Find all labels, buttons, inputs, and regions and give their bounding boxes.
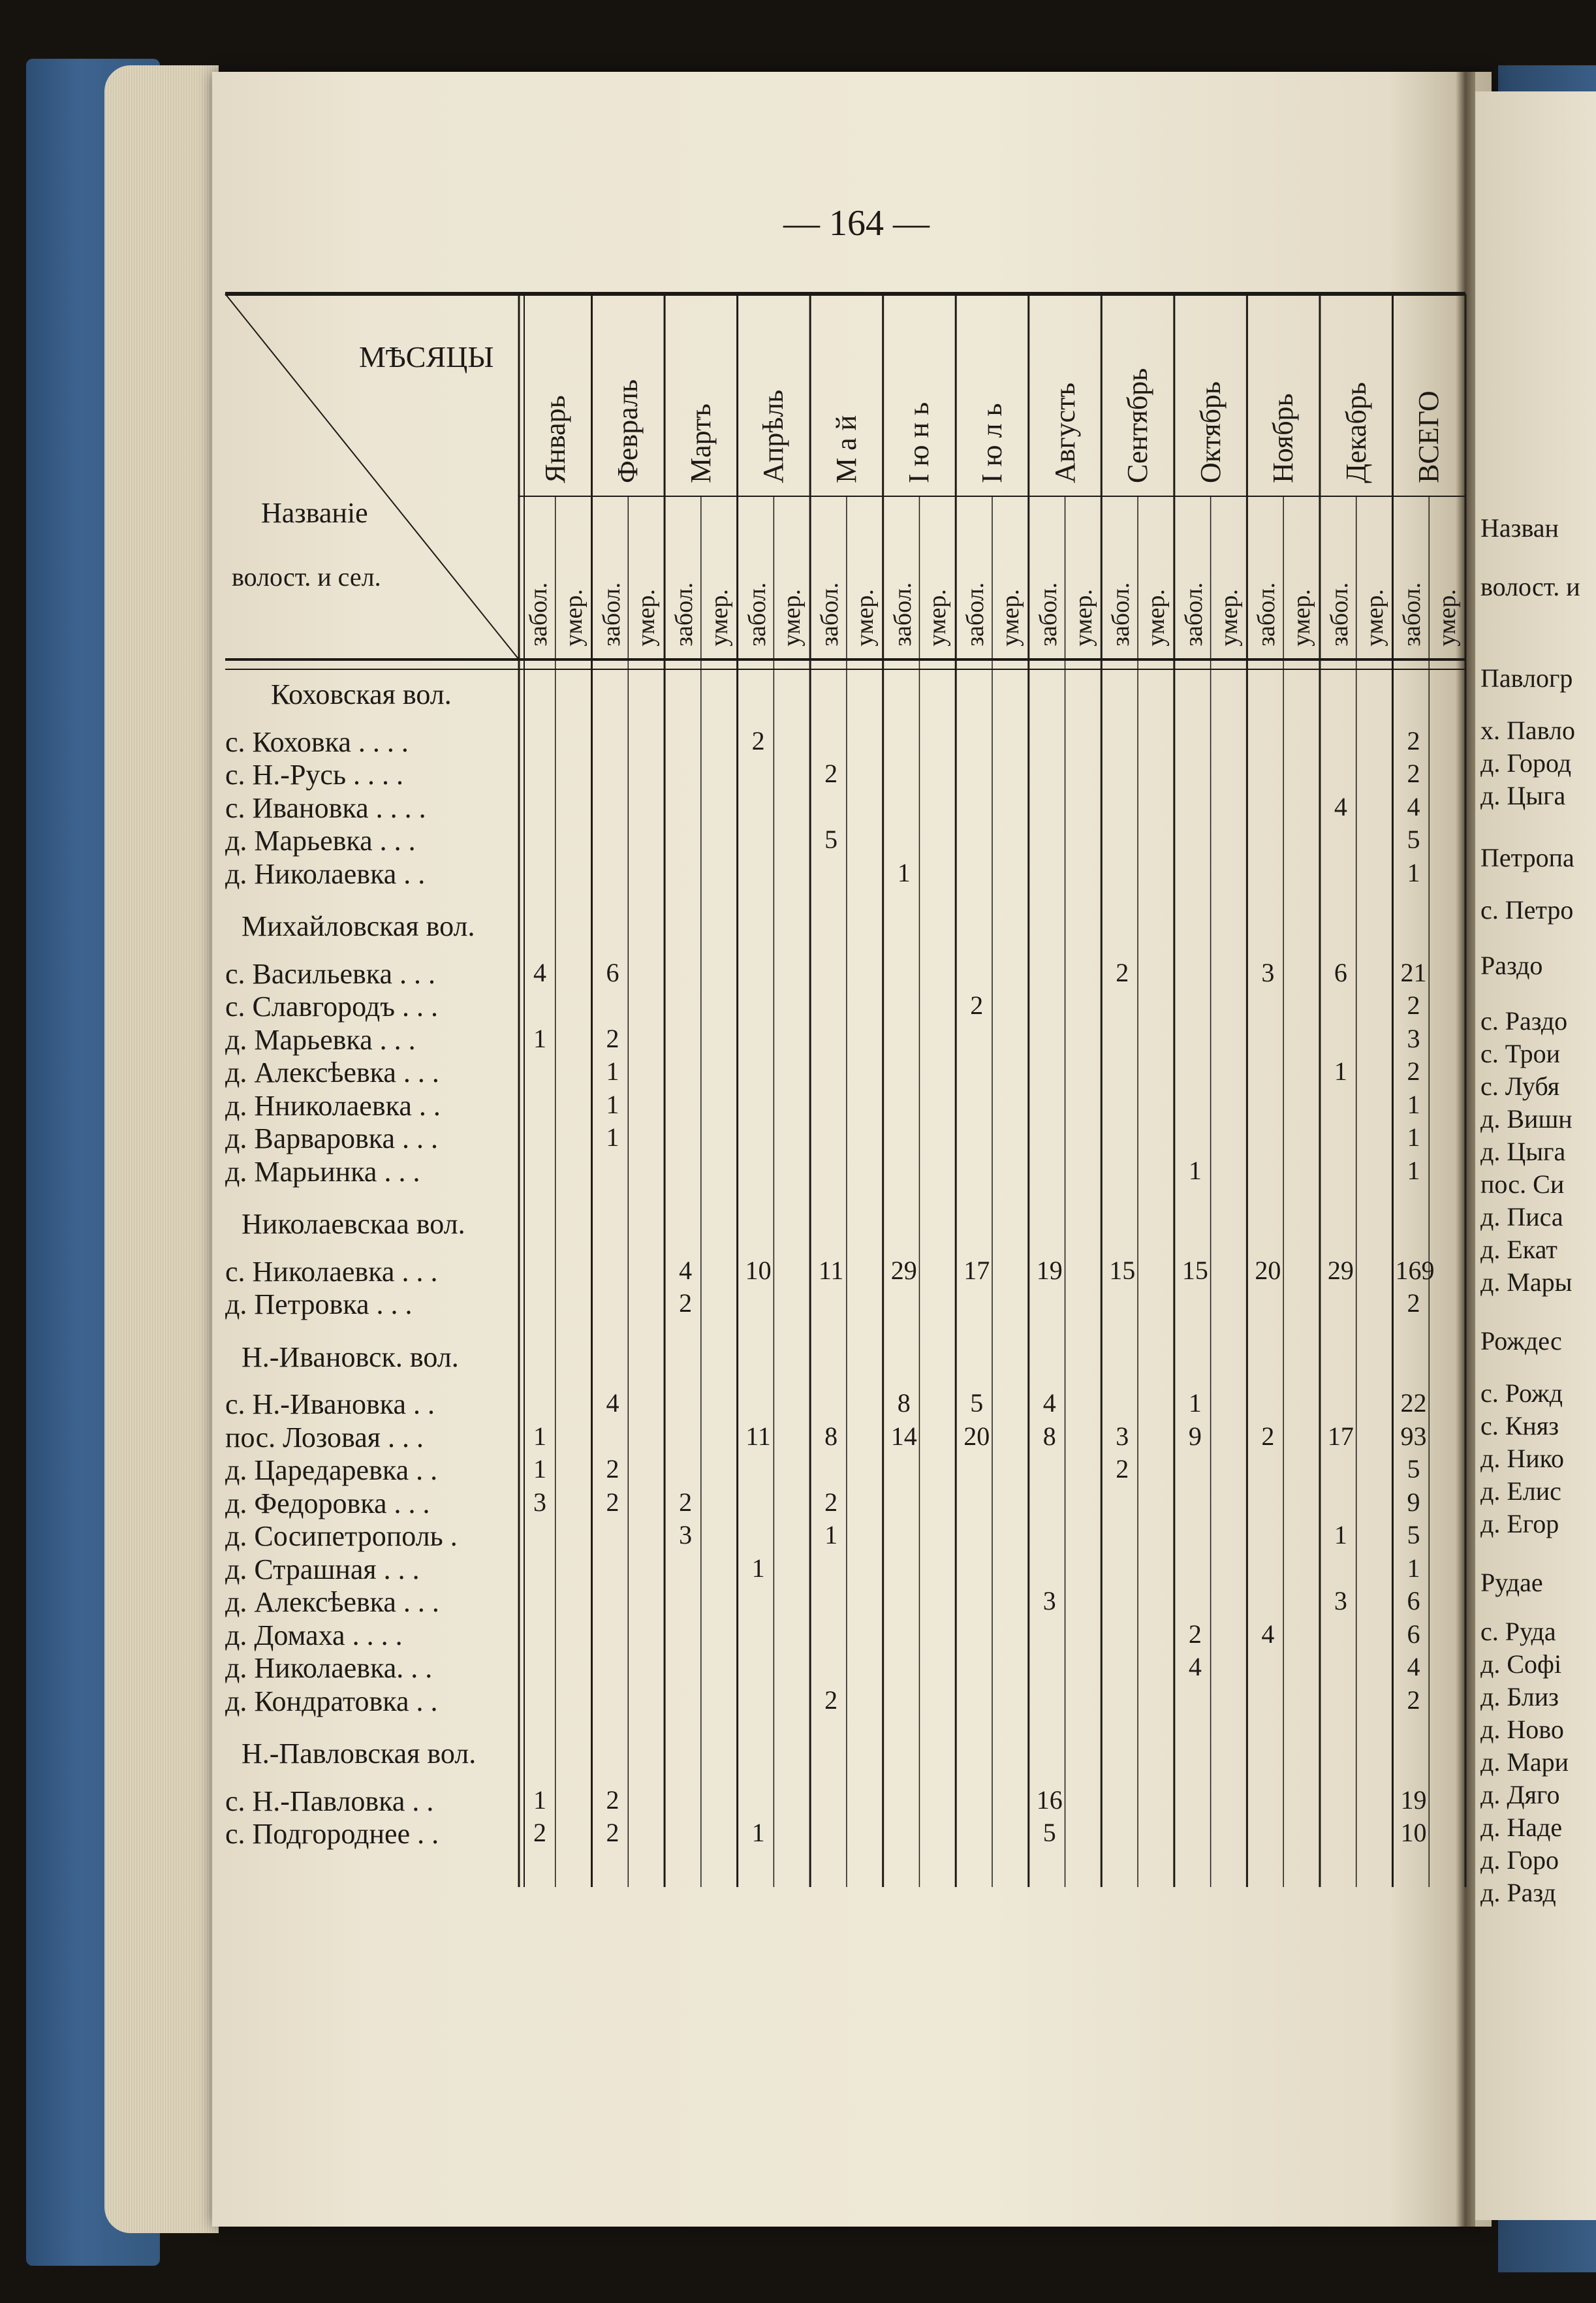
next-page-fragment: волост. и xyxy=(1480,572,1580,601)
next-page-fragment: д. Екат xyxy=(1480,1235,1557,1264)
row-name: д. Марьевка . . . xyxy=(225,825,416,857)
cell-sick: 19 xyxy=(1400,1785,1427,1815)
cell-sick: 1 xyxy=(1407,1155,1420,1185)
cell-sick: 2 xyxy=(1407,1056,1420,1086)
month-header: Апрѣль xyxy=(757,389,790,483)
cell-sick: 10 xyxy=(745,1255,772,1285)
cell-sick: 3 xyxy=(533,1487,546,1517)
next-page-fragment: д. Егор xyxy=(1480,1509,1559,1538)
next-page-fragment: д. Наде xyxy=(1480,1813,1563,1842)
sub-header-sick: забол. xyxy=(743,582,771,646)
cell-sick: 1 xyxy=(1407,1553,1420,1583)
cell-sick: 2 xyxy=(533,1818,546,1847)
sub-header-sick: забол. xyxy=(1180,582,1208,646)
sub-header-dead: умер. xyxy=(851,589,879,646)
next-page-fragment: д. Дяго xyxy=(1480,1780,1560,1809)
cell-sick: 1 xyxy=(824,1520,838,1549)
section-title: Михайловская вол. xyxy=(242,910,475,942)
cell-sick: 4 xyxy=(1188,1652,1202,1681)
row-name: д. Кондратовка . . xyxy=(225,1685,438,1717)
month-header: М а й xyxy=(830,415,862,483)
row-name: д. Сосипетрополь . xyxy=(225,1520,458,1552)
row-name: д. Петровка . . . xyxy=(225,1288,413,1320)
sub-header-sick: забол. xyxy=(597,582,625,646)
sub-header-dead: умер. xyxy=(1069,589,1097,646)
next-page-fragment: д. Цыга xyxy=(1480,781,1566,810)
next-page-fragment: д. Близ xyxy=(1480,1682,1559,1711)
next-page-fragment: Назван xyxy=(1480,513,1559,543)
sub-header-sick: забол. xyxy=(816,582,844,646)
month-header: Августъ xyxy=(1048,382,1081,483)
cell-sick: 20 xyxy=(1255,1255,1281,1285)
month-header: Январь xyxy=(539,395,571,483)
row-name: с. Васильевка . . . xyxy=(225,957,436,990)
cell-sick: 5 xyxy=(1042,1818,1056,1847)
cell-sick: 169 xyxy=(1395,1255,1435,1285)
row-name: д. Домаха . . . . xyxy=(225,1619,403,1651)
cell-sick: 2 xyxy=(1407,991,1420,1020)
cell-sick: 4 xyxy=(1407,791,1420,821)
cell-sick: 4 xyxy=(679,1255,693,1285)
cell-sick: 19 xyxy=(1036,1255,1063,1285)
next-page-fragment: Рудае xyxy=(1480,1568,1543,1597)
month-header: Октябрь xyxy=(1194,381,1227,483)
sub-header-dead: умер. xyxy=(705,589,733,646)
cell-sick: 93 xyxy=(1400,1421,1427,1451)
month-header: Ноябрь xyxy=(1267,393,1300,483)
next-page-fragment: Раздо xyxy=(1480,951,1543,980)
cell-sick: 1 xyxy=(606,1122,619,1152)
next-page-fragment: д. Нико xyxy=(1480,1444,1565,1473)
cell-sick: 1 xyxy=(606,1056,619,1086)
row-name: с. Н.-Ивановка . . xyxy=(225,1388,435,1420)
sub-header-sick: забол. xyxy=(888,582,916,646)
cell-sick: 2 xyxy=(1407,725,1420,755)
row-name: д. Марьинка . . . xyxy=(225,1155,420,1188)
next-page-fragment: д. Софі xyxy=(1480,1649,1562,1679)
cell-sick: 4 xyxy=(1042,1388,1056,1418)
cell-sick: 5 xyxy=(1407,1520,1420,1549)
name-header: Названіе xyxy=(261,497,368,529)
sub-header-sick: забол. xyxy=(1253,582,1281,646)
cell-sick: 2 xyxy=(1188,1619,1202,1649)
cell-sick: 1 xyxy=(1334,1520,1347,1549)
next-page-fragment: с. Рожд xyxy=(1480,1378,1563,1408)
cell-sick: 1 xyxy=(1407,1089,1420,1119)
cell-sick: 2 xyxy=(1407,1685,1420,1715)
cell-sick: 2 xyxy=(1407,1288,1420,1318)
cell-sick: 1 xyxy=(606,1089,619,1119)
month-header: Декабрь xyxy=(1339,382,1372,483)
cell-sick: 5 xyxy=(970,1388,984,1418)
next-page-fragment: д. Ново xyxy=(1480,1715,1564,1744)
row-name: д. Царедаревка . . xyxy=(225,1454,438,1486)
row-name: д. Марьевка . . . xyxy=(225,1023,416,1056)
cell-sick: 4 xyxy=(1261,1619,1275,1649)
month-header: І ю л ь xyxy=(976,403,1008,483)
month-header: Мартъ xyxy=(684,403,717,483)
cell-sick: 20 xyxy=(963,1421,990,1451)
cell-sick: 1 xyxy=(751,1818,765,1847)
cell-sick: 1 xyxy=(533,1785,546,1815)
month-header: І ю н ь xyxy=(903,402,935,483)
cell-sick: 6 xyxy=(1334,957,1347,987)
cell-sick: 4 xyxy=(533,957,546,987)
cell-sick: 1 xyxy=(533,1421,546,1451)
cell-sick: 15 xyxy=(1181,1255,1208,1285)
sub-header-dead: умер. xyxy=(997,589,1024,646)
cell-sick: 5 xyxy=(824,825,838,854)
cell-sick: 2 xyxy=(1261,1421,1275,1451)
sub-header-sick: забол. xyxy=(1398,582,1426,646)
cell-sick: 1 xyxy=(1407,857,1420,887)
cell-sick: 1 xyxy=(1188,1388,1202,1418)
sub-header-dead: умер. xyxy=(633,589,661,646)
cell-sick: 29 xyxy=(890,1255,917,1285)
next-page-fragment: д. Город xyxy=(1480,748,1572,778)
cell-sick: 6 xyxy=(606,957,619,987)
cell-sick: 1 xyxy=(1188,1155,1202,1185)
cell-sick: 2 xyxy=(606,1487,619,1517)
sub-header-sick: забол. xyxy=(962,582,990,646)
sub-header-dead: умер. xyxy=(924,589,952,646)
row-name: с. Подгороднее . . xyxy=(225,1818,439,1850)
sub-header-sick: забол. xyxy=(1107,582,1135,646)
cell-sick: 15 xyxy=(1109,1255,1136,1285)
sub-header-sick: забол. xyxy=(670,582,698,646)
cell-sick: 3 xyxy=(1116,1421,1129,1451)
section-title: Н.-Ивановск. вол. xyxy=(242,1341,459,1373)
cell-sick: 3 xyxy=(679,1520,693,1549)
next-page-fragment: с. Княз xyxy=(1480,1411,1559,1440)
next-page-fragment: д. Горо xyxy=(1480,1845,1559,1875)
cell-sick: 14 xyxy=(890,1421,917,1451)
next-page-fragment: Петропа xyxy=(1480,843,1574,872)
sub-header-dead: умер. xyxy=(778,589,806,646)
cell-sick: 1 xyxy=(897,857,911,887)
cell-sick: 4 xyxy=(1407,1652,1420,1681)
cell-sick: 17 xyxy=(963,1255,990,1285)
next-page-fragment: Рождес xyxy=(1480,1326,1562,1356)
cell-sick: 2 xyxy=(1116,1454,1129,1484)
cell-sick: 1 xyxy=(751,1553,765,1583)
next-page-fragment: с. Лубя xyxy=(1480,1072,1560,1101)
cell-sick: 4 xyxy=(1334,791,1347,821)
next-page-fragment: с. Петро xyxy=(1480,895,1574,925)
cell-sick: 17 xyxy=(1327,1421,1354,1451)
cell-sick: 2 xyxy=(679,1288,693,1318)
sub-header-sick: забол. xyxy=(1034,582,1062,646)
cell-sick: 1 xyxy=(1407,1122,1420,1152)
month-header: Февраль xyxy=(612,379,644,483)
next-page-fragment: х. Павло xyxy=(1480,716,1575,745)
cell-sick: 11 xyxy=(818,1255,844,1285)
months-header: МѢСЯЦЫ xyxy=(359,340,494,373)
cell-sick: 2 xyxy=(824,1487,838,1517)
cell-sick: 5 xyxy=(1407,1454,1420,1484)
next-page-fragment: д. Писа xyxy=(1480,1202,1563,1231)
row-name: д. Алексѣевка . . . xyxy=(225,1586,439,1618)
next-page-fragment: д. Вишн xyxy=(1480,1104,1573,1134)
sub-header-dead: умер. xyxy=(1288,589,1316,646)
row-name: д. Алексѣевка . . . xyxy=(225,1056,439,1088)
next-page-fragment: пос. Си xyxy=(1480,1169,1565,1199)
cell-sick: 2 xyxy=(606,1454,619,1484)
cell-sick: 1 xyxy=(1334,1056,1347,1086)
cell-sick: 4 xyxy=(606,1388,619,1418)
cell-sick: 6 xyxy=(1407,1619,1420,1649)
row-name: с. Ивановка . . . . xyxy=(225,791,426,824)
cell-sick: 2 xyxy=(751,725,765,755)
cell-sick: 2 xyxy=(606,1785,619,1815)
row-name: д. Страшная . . . xyxy=(225,1553,420,1585)
cell-sick: 2 xyxy=(824,1685,838,1715)
cell-sick: 3 xyxy=(1334,1586,1347,1615)
next-page-fragment: с. Раздо xyxy=(1480,1006,1568,1036)
next-page-fragment: д. Елис xyxy=(1480,1476,1561,1506)
cell-sick: 8 xyxy=(824,1421,838,1451)
row-name: д. Николаевка . . xyxy=(225,857,426,890)
month-header: Сентябрь xyxy=(1121,368,1154,483)
next-page-fragment: Павлогр xyxy=(1480,663,1573,693)
cell-sick: 11 xyxy=(745,1421,771,1451)
cell-sick: 1 xyxy=(533,1454,546,1484)
section-title: Н.-Павловская вол. xyxy=(242,1738,477,1770)
cell-sick: 6 xyxy=(1407,1586,1420,1615)
cell-sick: 8 xyxy=(897,1388,911,1418)
cell-sick: 29 xyxy=(1327,1255,1354,1285)
row-name: с. Славгородъ . . . xyxy=(225,991,438,1023)
row-name: д. Николаевка. . . xyxy=(225,1652,433,1684)
page-number: — 164 — xyxy=(783,203,930,244)
sub-header-sick: забол. xyxy=(525,582,552,646)
cell-sick: 21 xyxy=(1400,957,1427,987)
row-name: д. Федоровка . . . xyxy=(225,1487,430,1519)
cell-sick: 2 xyxy=(970,991,984,1020)
next-page-fragment: с. Руда xyxy=(1480,1617,1556,1646)
cell-sick: 5 xyxy=(1407,825,1420,854)
name-header-sub: волост. и сел. xyxy=(232,562,381,592)
cell-sick: 3 xyxy=(1407,1023,1420,1053)
next-page-fragment: с. Трои xyxy=(1480,1039,1561,1068)
cell-sick: 2 xyxy=(1407,759,1420,788)
cell-sick: 2 xyxy=(606,1818,619,1847)
next-page-fragment: д. Цыга xyxy=(1480,1137,1566,1166)
sub-header-dead: умер. xyxy=(1360,589,1388,646)
row-name: д. Нниколаевка . . xyxy=(225,1089,441,1122)
row-name: пос. Лозовая . . . xyxy=(225,1421,424,1453)
section-title: Николаевскаа вол. xyxy=(242,1208,465,1240)
sub-header-dead: умер. xyxy=(1433,589,1462,646)
row-name: с. Н.-Русь . . . . xyxy=(225,759,404,791)
sub-header-dead: умер. xyxy=(1142,589,1170,646)
cell-sick: 8 xyxy=(1042,1421,1056,1451)
sub-header-dead: умер. xyxy=(1215,589,1243,646)
cell-sick: 3 xyxy=(1042,1586,1056,1615)
cell-sick: 1 xyxy=(533,1023,546,1053)
cell-sick: 22 xyxy=(1400,1388,1427,1418)
row-name: с. Н.-Павловка . . xyxy=(225,1785,434,1817)
section-title: Коховская вол. xyxy=(271,678,452,710)
cell-sick: 3 xyxy=(1261,957,1275,987)
cell-sick: 10 xyxy=(1400,1818,1427,1847)
next-page-fragment: д. Мары xyxy=(1480,1267,1573,1297)
next-page-fragment: д. Мари xyxy=(1480,1747,1569,1777)
row-name: с. Николаевка . . . xyxy=(225,1255,438,1288)
cell-sick: 2 xyxy=(606,1023,619,1053)
row-name: с. Коховка . . . . xyxy=(225,725,409,758)
cell-sick: 9 xyxy=(1188,1421,1202,1451)
month-header: ВСЕГО xyxy=(1413,390,1445,483)
cell-sick: 16 xyxy=(1036,1785,1063,1815)
cell-sick: 2 xyxy=(1116,957,1129,987)
row-name: д. Варваровка . . . xyxy=(225,1122,439,1154)
next-page-fragment: д. Разд xyxy=(1480,1878,1556,1907)
cell-sick: 2 xyxy=(824,759,838,788)
sub-header-sick: забол. xyxy=(1325,582,1353,646)
cell-sick: 2 xyxy=(679,1487,693,1517)
sub-header-dead: умер. xyxy=(559,589,587,646)
cell-sick: 9 xyxy=(1407,1487,1420,1517)
